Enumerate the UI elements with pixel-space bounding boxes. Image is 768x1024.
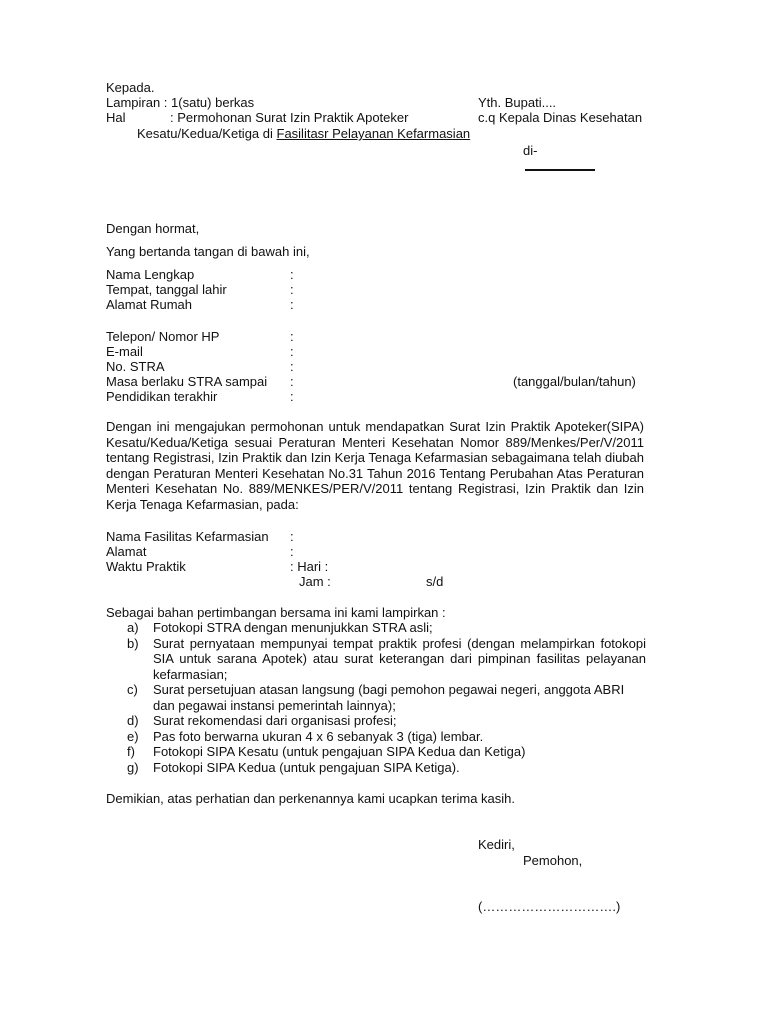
list-marker: g) xyxy=(127,759,139,775)
field-colon-alamat: : xyxy=(290,297,294,312)
list-item xyxy=(106,682,646,713)
recipient-di: di- xyxy=(523,143,538,158)
field-colon-telepon: : xyxy=(290,329,294,344)
list-item xyxy=(106,620,646,636)
field-label-pendidikan: Pendidikan terakhir xyxy=(106,389,218,404)
list-item xyxy=(106,713,646,729)
list-marker: e) xyxy=(127,728,139,744)
list-item xyxy=(106,760,646,776)
field-label-alamat: Alamat Rumah xyxy=(106,297,192,312)
attachments-intro: Sebagai bahan pertimbangan bersama ini kami lampirkan : xyxy=(106,605,446,620)
facility-hari: : Hari : xyxy=(290,559,329,574)
field-label-nama: Nama Lengkap xyxy=(106,267,195,282)
facility-jam: Jam : xyxy=(299,574,331,589)
field-colon-ttl: : xyxy=(290,282,294,297)
attachments-list xyxy=(106,620,646,775)
facility-colon-alamat: : xyxy=(290,544,294,559)
hal-subject-line2 xyxy=(137,126,470,142)
hal-subject-line2-text: Kesatu/Kedua/Ketiga di xyxy=(137,126,277,141)
field-label-ttl: Tempat, tanggal lahir xyxy=(106,282,227,297)
signature-role: Pemohon, xyxy=(523,853,583,868)
hal-subject-underlined: Fasilitasr Pelayanan Kefarmasian xyxy=(276,126,471,141)
list-marker: d) xyxy=(127,713,139,728)
list-text: Surat persetujuan atasan langsung (bagi pemohon pegawai negeri, anggota ABRI dan pegawai instansi pemerintah lainnya); xyxy=(153,682,625,713)
facility-label-waktu: Waktu Praktik xyxy=(106,559,186,574)
list-text: Fotokopi SIPA Kesatu (untuk pengajuan SIPA Kedua dan Ketiga) xyxy=(153,744,526,759)
kepada-line: Kepada. xyxy=(106,80,155,95)
field-colon-masa-berlaku: : xyxy=(290,374,294,389)
list-text: Pas foto berwarna ukuran 4 x 6 sebanyak 3 (tiga) lembar. xyxy=(153,728,484,744)
field-label-telepon: Telepon/ Nomor HP xyxy=(106,329,220,344)
list-text: Surat rekomendasi dari organisasi profesi; xyxy=(153,713,397,728)
signature-name-placeholder: (………………………….) xyxy=(478,899,621,914)
list-item xyxy=(106,636,646,683)
hal-subject: : Permohonan Surat Izin Praktik Apoteker xyxy=(170,110,409,125)
facility-sd: s/d xyxy=(426,574,444,589)
greeting: Dengan hormat, xyxy=(106,221,200,236)
signature-place: Kediri, xyxy=(478,837,515,852)
field-colon-pendidikan: : xyxy=(290,389,294,404)
list-text: Surat pernyataan mempunyai tempat praktik profesi (dengan melampirkan fotokopi SIA untuk sarana Apotek) atau surat keterangan dari pimpinan fasilitas pelayanan kefarmasian; xyxy=(153,635,646,682)
list-marker: a) xyxy=(127,620,139,635)
recipient-yth: Yth. Bupati.... xyxy=(478,95,557,110)
field-label-email: E-mail xyxy=(106,344,143,359)
field-label-stra: No. STRA xyxy=(106,359,165,374)
field-note-date-format: (tanggal/bulan/tahun) xyxy=(513,374,636,389)
list-text: Fotokopi STRA dengan menunjukkan STRA asli; xyxy=(153,620,433,635)
recipient-address-line xyxy=(525,169,595,171)
recipient-cq: c.q Kepala Dinas Kesehatan xyxy=(478,110,643,125)
facility-label-alamat: Alamat xyxy=(106,544,147,559)
request-paragraph: Dengan ini mengajukan permohonan untuk mendapatkan Surat Izin Praktik Apoteker(SIPA) Kesatu/Kedua/Ketiga sesuai Peraturan Menteri Kesehatan Nomor 889/Menkes/Per/V/2011 tentang Registrasi, Izin Praktik dan Izin Kerja Tenaga Kefarmasian sebagaimana telah diubah dengan Peraturan Menteri Kesehatan No.31 Tahun 2016 Tentang Perubahan Atas Peraturan Menteri Kesehatan No. 889/MENKES/PER/V/2011 tentang Registrasi, Izin Praktik dan Izin Kerja Tenaga Kefarmasian, pada: xyxy=(106,419,644,512)
intro: Yang bertanda tangan di bawah ini, xyxy=(106,244,310,259)
hal-label: Hal xyxy=(106,110,126,125)
list-marker: c) xyxy=(127,682,138,697)
field-colon-email: : xyxy=(290,344,294,359)
list-item xyxy=(106,729,646,745)
field-colon-stra: : xyxy=(290,359,294,374)
facility-label-nama: Nama Fasilitas Kefarmasian xyxy=(106,529,269,544)
list-item xyxy=(106,744,646,760)
facility-colon-nama: : xyxy=(290,529,294,544)
lampiran-line: Lampiran : 1(satu) berkas xyxy=(106,95,255,110)
field-label-masa-berlaku: Masa berlaku STRA sampai xyxy=(106,374,268,389)
list-text: Fotokopi SIPA Kedua (untuk pengajuan SIPA Ketiga). xyxy=(153,759,460,775)
list-marker: f) xyxy=(127,744,135,759)
list-marker: b) xyxy=(127,635,139,651)
closing-sentence: Demikian, atas perhatian dan perkenannya kami ucapkan terima kasih. xyxy=(106,791,516,806)
field-colon-nama: : xyxy=(290,267,294,282)
